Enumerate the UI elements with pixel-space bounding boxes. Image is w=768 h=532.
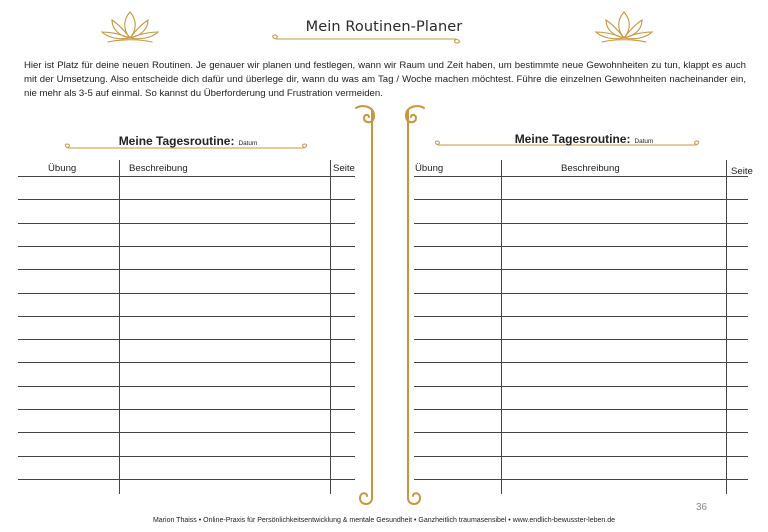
table-row-line <box>18 316 355 317</box>
table-row-line <box>414 409 748 410</box>
table-row-line <box>414 316 748 317</box>
date-label: Datum <box>634 138 654 145</box>
routine-panel-left <box>18 130 358 500</box>
column-header-seite: Seite <box>333 163 355 174</box>
date-label: Datum <box>238 140 258 147</box>
page-title: Mein Routinen-Planer <box>305 19 463 35</box>
column-header-uebung: Übung <box>415 163 444 174</box>
column-header-beschreibung: Beschreibung <box>561 163 620 174</box>
column-header-uebung: Übung <box>48 163 77 174</box>
table-row-line <box>18 339 355 340</box>
table-row-line <box>414 269 748 270</box>
table-row-line <box>414 386 748 387</box>
table-row-line <box>414 223 748 224</box>
scroll-ornament-icon <box>350 102 380 510</box>
panel-title <box>18 134 358 148</box>
footer-text: Marion Thaiss • Online-Praxis für Persönlichkeitsentwicklung & mentale Gesundheit • Ganzheitlich traumasensibel • www.endlich-bewusster-leben.de <box>152 517 616 524</box>
table-header-line <box>414 176 748 177</box>
column-divider <box>119 160 120 494</box>
table-row-line <box>18 362 355 363</box>
table-row-line <box>18 386 355 387</box>
table-row-line <box>18 432 355 433</box>
table-row-line <box>414 339 748 340</box>
panel-title-text: Meine Tagesroutine: <box>118 134 235 148</box>
table-row-line <box>414 199 748 200</box>
table-row-line <box>18 456 355 457</box>
table-row-line <box>18 479 355 480</box>
table-row-line <box>18 293 355 294</box>
column-divider <box>726 160 727 494</box>
table-row-line <box>18 269 355 270</box>
panel-title-text: Meine Tagesroutine: <box>514 132 631 146</box>
column-header-seite: Seite <box>731 166 753 177</box>
table-row-line <box>414 246 748 247</box>
intro-text: Hier ist Platz für deine neuen Routinen. Je genauer wir planen und festlegen, wann wir Raum und Zeit haben, um bestimmte neue Gewohnheiten zu tun, klappt es auch mit der Umsetzung. Also entscheide dich dafür und überlege dir, wann du was am Tag / Woche machen möchtest. Führe die einzelnen Gewohnheiten nacheinander ein, nie mehr als 3-5 auf einmal. So kannst du Überforderung und Frustration vermeiden. <box>24 60 746 99</box>
table-row-line <box>18 409 355 410</box>
column-divider <box>330 160 331 494</box>
scroll-ornament-icon <box>400 102 430 510</box>
column-header-beschreibung: Beschreibung <box>129 163 188 174</box>
swirl-line-icon <box>268 34 464 44</box>
table-row-line <box>18 199 355 200</box>
table-row-line <box>414 293 748 294</box>
table-header-line <box>18 176 355 177</box>
table-row-line <box>18 223 355 224</box>
table-row-line <box>414 362 748 363</box>
routine-panel-right <box>414 130 754 500</box>
column-divider <box>501 160 502 494</box>
table-row-line <box>414 479 748 480</box>
table-row-line <box>18 246 355 247</box>
panel-title <box>414 132 754 146</box>
table-row-line <box>414 456 748 457</box>
table-row-line <box>414 432 748 433</box>
page-number: 36 <box>696 502 708 513</box>
